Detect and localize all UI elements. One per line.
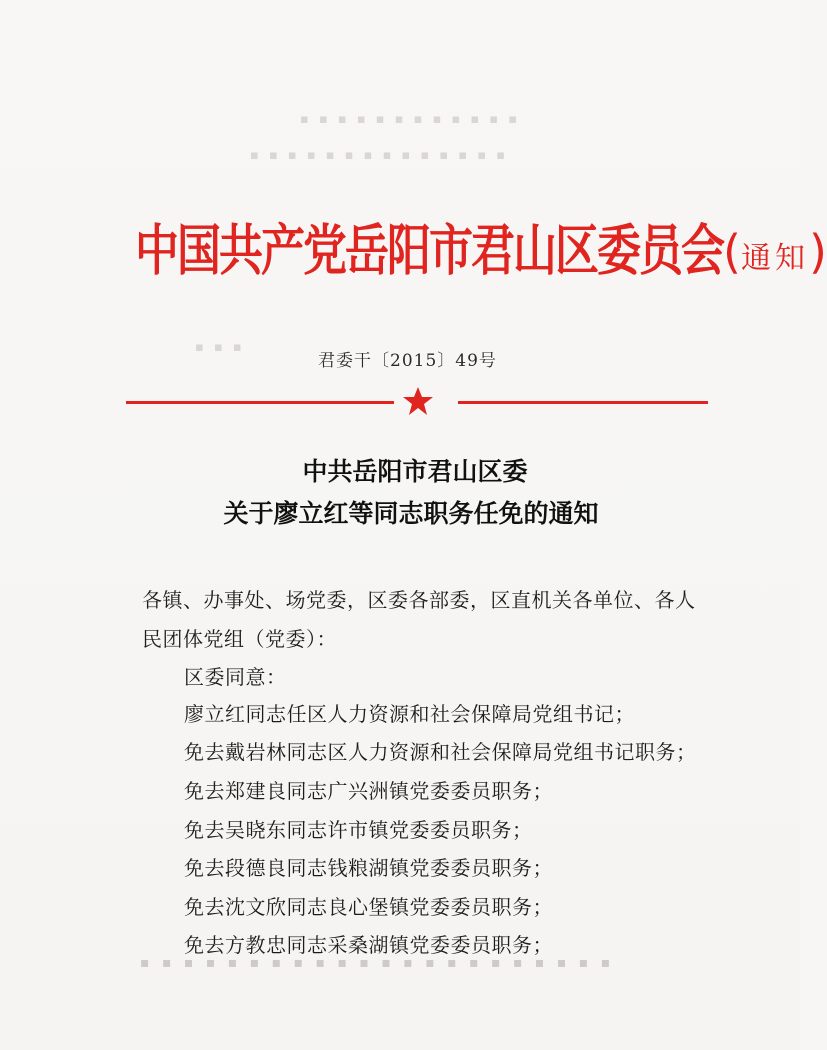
document-number: 君委干〔2015〕49号 <box>318 351 497 371</box>
masthead-suffix-text: 通知 <box>740 241 809 276</box>
addressee-line1: 各镇、办事处、场党委，区委各部委，区直机关各单位、各人 <box>142 588 696 612</box>
paragraph-line: 免去段德良同志钱粮湖镇党委委员职务； <box>184 856 553 880</box>
separator-line-right <box>458 401 708 404</box>
paragraph-line: 免去郑建良同志广兴洲镇党委委员职务； <box>184 779 553 803</box>
bleed-through-footer: ▪ ▪ ▪ ▪ ▪ ▪ ▪ ▪ ▪ ▪ ▪ ▪ ▪ ▪ ▪ ▪ ▪ ▪ ▪ ▪ ▪ ▪ <box>140 955 615 971</box>
masthead-close-paren: ) <box>808 225 827 279</box>
paragraph-line: 免去吴晓东同志许市镇党委委员职务； <box>184 818 533 842</box>
paragraph-line: 廖立红同志任区人力资源和社会保障局党组书记； <box>184 702 635 726</box>
document-title-line2: 关于廖立红等同志职务任免的通知 <box>223 499 599 528</box>
separator-line-left <box>126 401 394 404</box>
masthead-open-paren: ( <box>723 225 741 279</box>
paragraph-line: 免去沈文欣同志良心堡镇党委委员职务； <box>184 895 553 919</box>
masthead <box>135 212 827 292</box>
document-title-line1: 中共岳阳市君山区委 <box>302 457 528 486</box>
masthead-title: 中国共产党岳阳市君山区委员会 <box>135 219 723 284</box>
bleed-through-mark: ▪ ▪ ▪ ▪ ▪ ▪ ▪ ▪ ▪ ▪ ▪ ▪ ▪ ▪ <box>250 148 509 163</box>
bleed-through-mark: ▪ ▪ ▪ <box>195 340 245 355</box>
paragraph-line: 区委同意： <box>184 665 287 689</box>
paragraph-line: 免去戴岩林同志区人力资源和社会保障局党组书记职务； <box>184 740 697 764</box>
paragraph-line: 免去方教忠同志采桑湖镇党委委员职务； <box>184 933 553 957</box>
addressee-line2: 民团体党组（党委）： <box>142 627 337 651</box>
masthead-suffix <box>723 212 827 299</box>
bleed-through-mark: ▪ ▪ ▪ ▪ ▪ ▪ ▪ ▪ ▪ ▪ ▪ ▪ <box>300 112 521 127</box>
star-icon <box>402 385 434 417</box>
